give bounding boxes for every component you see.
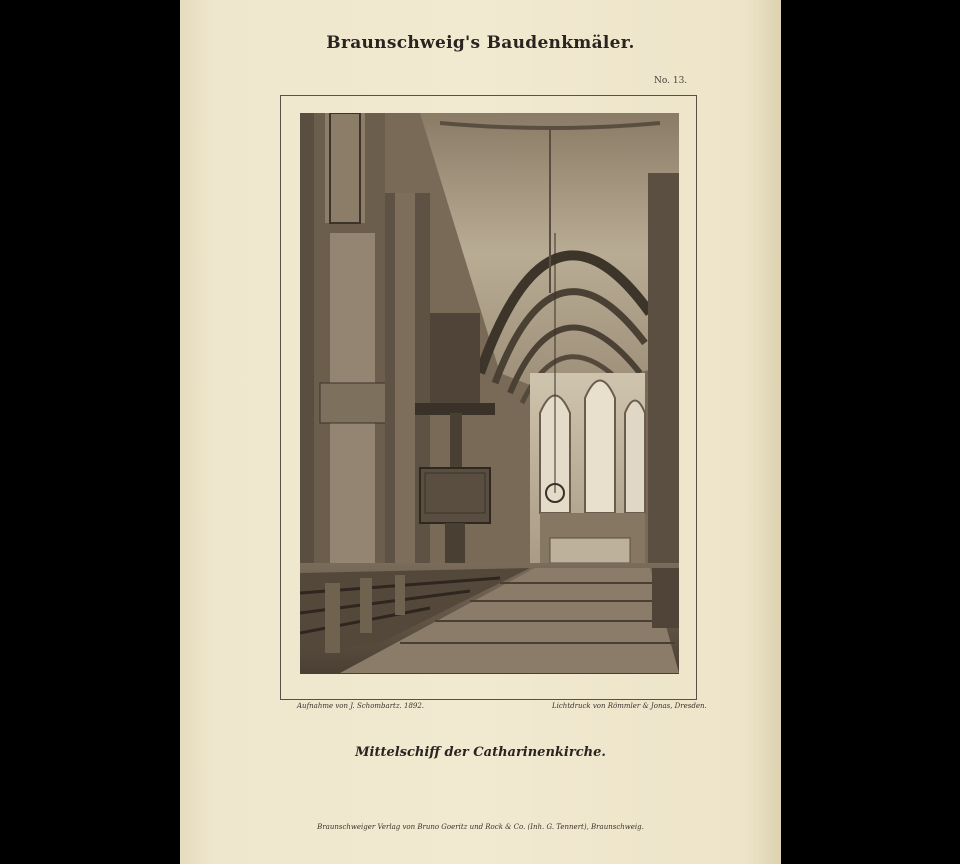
photo-credit: Aufnahme von J. Schombartz. 1892.	[297, 702, 425, 710]
plate-number: No. 13.	[654, 76, 688, 86]
print-credit: Lichtdruck von Römmler & Jonas, Dresden.	[552, 702, 707, 710]
publisher-line: Braunschweiger Verlag von Bruno Goeritz und Rock & Co. (Inh. G. Tennert), Braunschweig.	[317, 823, 644, 831]
paper-page	[180, 0, 781, 864]
church-interior-photo	[300, 113, 679, 674]
page-title: Braunschweig's Baudenkmäler.	[326, 33, 635, 53]
plate-caption: Mittelschiff der Catharinenkirche.	[355, 745, 606, 760]
